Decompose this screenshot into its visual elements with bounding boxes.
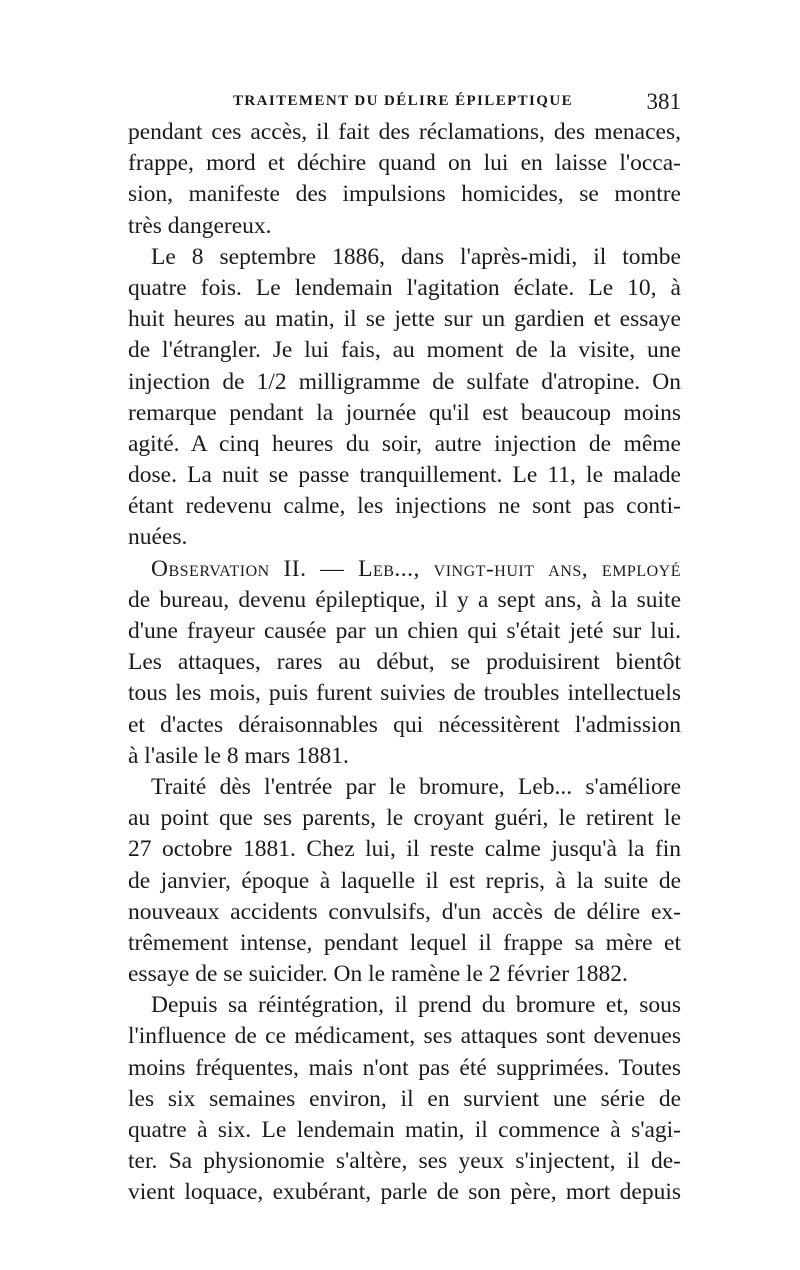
text-line: frappe, mord et déchire quand on lui en laisse l'occa-	[128, 150, 681, 177]
body-text	[128, 117, 681, 1209]
text-line: l'influence de ce médicament, ses attaques sont devenues	[128, 1023, 681, 1050]
text-line: remarque pendant la journée qu'il est beaucoup moins	[128, 399, 681, 426]
paragraph-start-line: Traité dès l'entrée par le bromure, Leb... s'améliore	[151, 773, 681, 800]
text-line: de l'étrangler. Je lui fais, au moment de la visite, une	[128, 337, 681, 364]
text-line: huit heures au matin, il se jette sur un gardien et essaye	[128, 306, 681, 333]
running-header	[125, 89, 685, 117]
text-line: les six semaines environ, il en survient une série de	[128, 1085, 681, 1112]
text-line: ter. Sa physionomie s'altère, ses yeux s'injectent, il de-	[128, 1148, 681, 1175]
text-line: au point que ses parents, le croyant guéri, le retirent le	[128, 805, 681, 832]
text-line: pendant ces accès, il fait des réclamations, des menaces,	[128, 119, 681, 145]
paragraph-start-line: Le 8 septembre 1886, dans l'après-midi, il tombe	[151, 243, 681, 270]
text-line: nouveaux accidents convulsifs, d'un accès de délire ex-	[128, 898, 681, 925]
text-line: injection de 1/2 milligramme de sulfate d'atropine. On	[128, 368, 681, 395]
text-line: Les attaques, rares au début, se produisirent bientôt	[128, 649, 681, 676]
text-line: trêmement intense, pendant lequel il frappe sa mère et	[128, 929, 681, 956]
paragraph-start-line: Depuis sa réintégration, il prend du bromure et, sous	[151, 992, 681, 1019]
text-line: moins fréquentes, mais n'ont pas été supprimées. Toutes	[128, 1054, 681, 1081]
text-line: à l'asile le 8 mars 1881.	[128, 742, 349, 769]
text-line: quatre fois. Le lendemain l'agitation éclate. Le 10, à	[128, 274, 681, 301]
observation-heading-line: Observation II. — Leb..., vingt-huit ans, employé	[151, 555, 681, 582]
text-line: agité. A cinq heures du soir, autre injection de même	[128, 430, 681, 457]
text-line: étant redevenu calme, les injections ne sont pas conti-	[128, 493, 681, 520]
running-title: TRAITEMENT DU DÉLIRE ÉPILEPTIQUE	[233, 93, 574, 109]
text-line: de janvier, époque à laquelle il est repris, à la suite de	[128, 867, 681, 894]
text-line: très dangereux.	[128, 212, 272, 239]
text-line: sion, manifeste des impulsions homicides, se montre	[128, 181, 681, 208]
text-line: 27 octobre 1881. Chez lui, il reste calme jusqu'à la fin	[128, 836, 681, 863]
text-line: vient loquace, exubérant, parle de son père, mort depuis	[128, 1179, 681, 1206]
text-line: tous les mois, puis furent suivies de troubles intellectuels	[128, 680, 681, 707]
text-line: d'une frayeur causée par un chien qui s'était jeté sur lui.	[128, 618, 681, 644]
text-line: quatre à six. Le lendemain matin, il commence à s'agi-	[128, 1117, 681, 1143]
text-line: nuées.	[128, 524, 188, 551]
text-line: et d'actes déraisonnables qui nécessitèrent l'admission	[128, 711, 681, 738]
page-number: 381	[646, 89, 681, 114]
text-line: de bureau, devenu épileptique, il y a sept ans, à la suite	[128, 586, 681, 613]
text-line: dose. La nuit se passe tranquillement. Le 11, le malade	[128, 462, 681, 489]
text-line: essaye de se suicider. On le ramène le 2 février 1882.	[128, 961, 628, 988]
